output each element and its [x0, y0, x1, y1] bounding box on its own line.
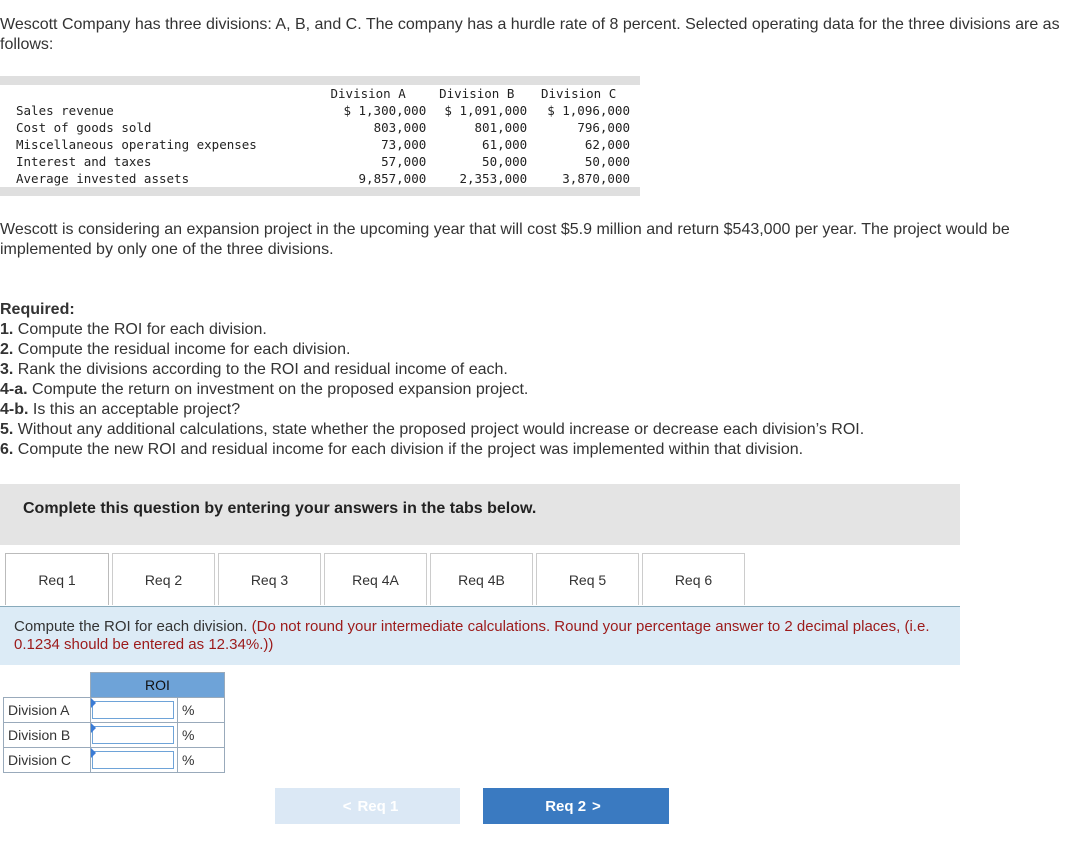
required-item	[0, 420, 864, 440]
tab-req-3[interactable]: Req 3	[218, 553, 321, 605]
required-item-text: Compute the ROI for each division.	[13, 321, 267, 338]
cell-value: 796,000	[577, 120, 630, 135]
table-row	[0, 102, 640, 119]
required-item-text: Without any additional calculations, state whether the proposed project would increase or decrease each division’s ROI.	[13, 421, 865, 438]
roi-input-division-b[interactable]	[92, 726, 174, 744]
roi-answer-table	[3, 672, 225, 773]
row-label: Interest and taxes	[16, 154, 152, 169]
tab-req-4a[interactable]: Req 4A	[324, 553, 427, 605]
table-row	[4, 723, 225, 748]
prev-req-button[interactable]	[275, 788, 460, 824]
table-row	[4, 748, 225, 773]
banner-text: Complete this question by entering your answers in the tabs below.	[23, 500, 537, 517]
instructions-banner	[0, 484, 960, 545]
required-item	[0, 340, 864, 360]
cell-value: 73,000	[381, 137, 427, 152]
cell-value: 50,000	[584, 154, 630, 169]
required-item	[0, 360, 864, 380]
operating-data-table	[0, 76, 640, 196]
tab-req-1[interactable]: Req 1	[5, 553, 109, 605]
required-item-number: 4-b.	[0, 401, 29, 418]
chevron-left-icon: <	[342, 797, 352, 815]
cell-value: 9,857,000	[358, 171, 427, 186]
next-req-label: Req 2	[545, 797, 587, 815]
required-item-text: Rank the divisions according to the ROI and residual income of each.	[13, 361, 508, 378]
table-row	[0, 153, 640, 170]
required-item	[0, 400, 864, 420]
header-division-b: Division B	[439, 86, 515, 101]
roi-input-division-a[interactable]	[92, 701, 174, 719]
roi-row-label: Division C	[4, 748, 91, 773]
required-item	[0, 380, 864, 400]
next-req-button[interactable]	[483, 788, 669, 824]
tab-instruction	[0, 607, 960, 665]
chevron-right-icon: >	[592, 797, 601, 815]
cell-value: $ 1,096,000	[547, 103, 630, 118]
table-row	[4, 698, 225, 723]
roi-header: ROI	[91, 673, 225, 698]
required-item-number: 3.	[0, 361, 14, 378]
instruction-main: Compute the ROI for each division.	[14, 618, 248, 635]
required-item	[0, 320, 864, 340]
table-header-row	[0, 85, 640, 102]
tab-bar	[5, 553, 748, 607]
required-item-number: 2.	[0, 341, 14, 358]
required-item-number: 1.	[0, 321, 14, 338]
row-label: Cost of goods sold	[16, 120, 152, 135]
percent-unit: %	[178, 748, 225, 773]
header-division-c: Division C	[540, 86, 617, 101]
tab-req-4b[interactable]: Req 4B	[430, 553, 533, 605]
row-label: Average invested assets	[16, 171, 190, 186]
cell-value: 801,000	[474, 120, 528, 135]
tab-req-6[interactable]: Req 6	[642, 553, 745, 605]
required-item	[0, 440, 864, 460]
expansion-text: Wescott is considering an expansion project in the upcoming year that will cost $5.9 million and return $543,000 per year. The project would be implemented by only one of the three divisions.	[0, 221, 1010, 258]
cell-value: 803,000	[373, 120, 427, 135]
table-row	[0, 136, 640, 153]
intro-text: Wescott Company has three divisions: A, B, and C. The company has a hurdle rate of 8 percent. Selected operating data for the three divisions are as follows:	[0, 16, 1060, 53]
table-row	[0, 170, 640, 187]
instruction-note: (Do not round your intermediate calculations. Round your percentage answer to 2 decimal places, (i.e. 0.1234 should be entered as 12.34%.))	[14, 618, 930, 653]
roi-input-division-c[interactable]	[92, 751, 174, 769]
required-section	[0, 300, 864, 460]
table-bottom-band	[0, 187, 640, 196]
row-label: Sales revenue	[16, 103, 114, 118]
required-item-text: Compute the return on investment on the proposed expansion project.	[27, 381, 529, 398]
cell-value: $ 1,091,000	[444, 103, 528, 118]
required-item-text: Compute the residual income for each division.	[13, 341, 351, 358]
required-item-text: Compute the new ROI and residual income for each division if the project was implemented within that division.	[13, 441, 804, 458]
input-marker-icon	[91, 698, 96, 708]
table-row	[0, 119, 640, 136]
header-division-a: Division A	[330, 86, 406, 101]
cell-value: $ 1,300,000	[343, 103, 427, 118]
cell-value: 50,000	[482, 154, 528, 169]
required-item-text: Is this an acceptable project?	[28, 401, 241, 418]
cell-value: 57,000	[381, 154, 427, 169]
cell-value: 61,000	[482, 137, 528, 152]
cell-value: 62,000	[584, 137, 630, 152]
percent-unit: %	[178, 723, 225, 748]
row-label: Miscellaneous operating expenses	[16, 137, 257, 152]
cell-value: 3,870,000	[562, 171, 630, 186]
input-marker-icon	[91, 723, 96, 733]
cell-value: 2,353,000	[459, 171, 528, 186]
tab-req-2[interactable]: Req 2	[112, 553, 215, 605]
input-marker-icon	[91, 748, 96, 758]
required-item-number: 4-a.	[0, 381, 28, 398]
tab-req-5[interactable]: Req 5	[536, 553, 639, 605]
percent-unit: %	[178, 698, 225, 723]
table-top-band	[0, 76, 640, 85]
required-item-number: 6.	[0, 441, 14, 458]
required-item-number: 5.	[0, 421, 14, 438]
roi-row-label: Division B	[4, 723, 91, 748]
prev-req-label: Req 1	[357, 797, 399, 815]
roi-row-label: Division A	[4, 698, 91, 723]
required-title: Required:	[0, 301, 75, 318]
